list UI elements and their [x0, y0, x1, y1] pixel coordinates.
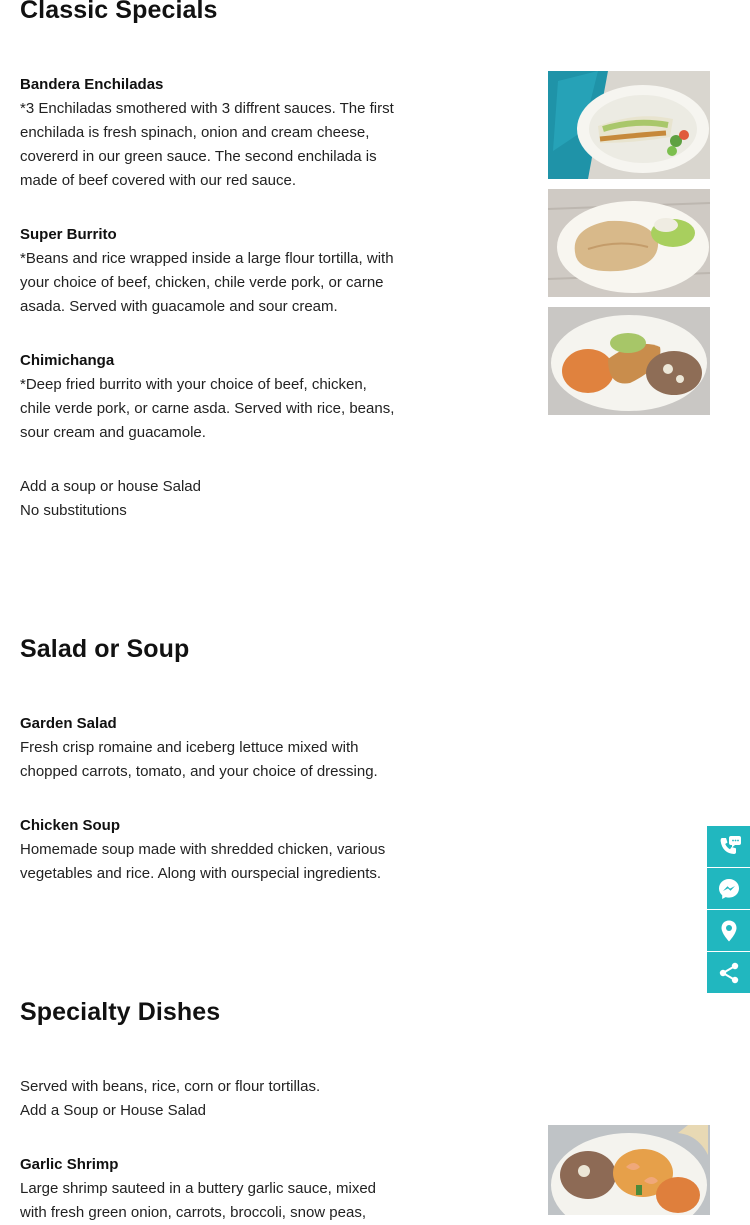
- garlic-shrimp-photo: [548, 1125, 710, 1215]
- note-line: Add a Soup or House Salad: [20, 1102, 206, 1119]
- location-pin-icon: [717, 919, 741, 943]
- desc-line: *3 Enchiladas smothered with 3 diffrent sauces. The first: [20, 100, 394, 117]
- item-name-garlic-shrimp: Garlic Shrimp: [20, 1156, 119, 1173]
- desc-line: with fresh green onion, carrots, broccoli, snow peas,: [20, 1204, 367, 1221]
- chimichanga-photo: [548, 307, 710, 415]
- messenger-icon: [717, 877, 741, 901]
- item-desc-chimichanga: [20, 373, 425, 445]
- desc-line: enchilada is fresh spinach, onion and cream cheese,: [20, 124, 370, 141]
- floating-action-bar: [707, 826, 750, 994]
- desc-line: Fresh crisp romaine and iceberg lettuce mixed with: [20, 739, 359, 756]
- desc-line: *Deep fried burrito with your choice of beef, chicken,: [20, 376, 367, 393]
- section-title-classic-specials: Classic Specials: [20, 0, 218, 24]
- item-desc-garlic-shrimp: [20, 1177, 425, 1225]
- desc-line: *Beans and rice wrapped inside a large flour tortilla, with: [20, 250, 394, 267]
- item-desc-chicken-soup: [20, 838, 425, 886]
- desc-line: Large shrimp sauteed in a buttery garlic sauce, mixed: [20, 1180, 377, 1197]
- item-name-chimichanga: Chimichanga: [20, 352, 115, 369]
- share-icon: [717, 961, 741, 985]
- desc-line: chile verde pork, or carne asda. Served with rice, beans,: [20, 400, 395, 417]
- section-title-salad-or-soup: Salad or Soup: [20, 635, 190, 663]
- item-desc-super-burrito: [20, 247, 425, 319]
- desc-line: your choice of beef, chicken, chile verde pork, or carne: [20, 274, 384, 291]
- location-button[interactable]: [707, 910, 750, 951]
- desc-line: chopped carrots, tomato, and your choice of dressing.: [20, 763, 378, 780]
- desc-line: covererd in our green sauce. The second enchilada is: [20, 148, 377, 165]
- note-line: Add a soup or house Salad: [20, 478, 201, 495]
- desc-line: Homemade soup made with shredded chicken, various: [20, 841, 386, 858]
- section-title-specialty-dishes: Specialty Dishes: [20, 998, 221, 1026]
- desc-line: made of beef covered with our red sauce.: [20, 172, 296, 189]
- share-button[interactable]: [707, 952, 750, 993]
- super-burrito-photo: [548, 189, 710, 297]
- note-line: Served with beans, rice, corn or flour tortillas.: [20, 1078, 321, 1095]
- item-desc-garden-salad: [20, 736, 425, 784]
- specialty-notes: [20, 1075, 320, 1123]
- messenger-button[interactable]: [707, 868, 750, 909]
- classic-notes: [20, 475, 201, 523]
- item-name-chicken-soup: Chicken Soup: [20, 817, 121, 834]
- item-name-super-burrito: Super Burrito: [20, 226, 117, 243]
- item-name-bandera-enchiladas: Bandera Enchiladas: [20, 76, 164, 93]
- phone-chat-icon: [717, 835, 741, 859]
- desc-line: vegetables and rice. Along with ourspecial ingredients.: [20, 865, 382, 882]
- item-desc-bandera-enchiladas: [20, 97, 425, 193]
- note-line: No substitutions: [20, 502, 127, 519]
- desc-line: asada. Served with guacamole and sour cream.: [20, 298, 338, 315]
- desc-line: sour cream and guacamole.: [20, 424, 206, 441]
- enchiladas-photo: [548, 71, 710, 179]
- item-name-garden-salad: Garden Salad: [20, 715, 117, 732]
- call-button[interactable]: [707, 826, 750, 867]
